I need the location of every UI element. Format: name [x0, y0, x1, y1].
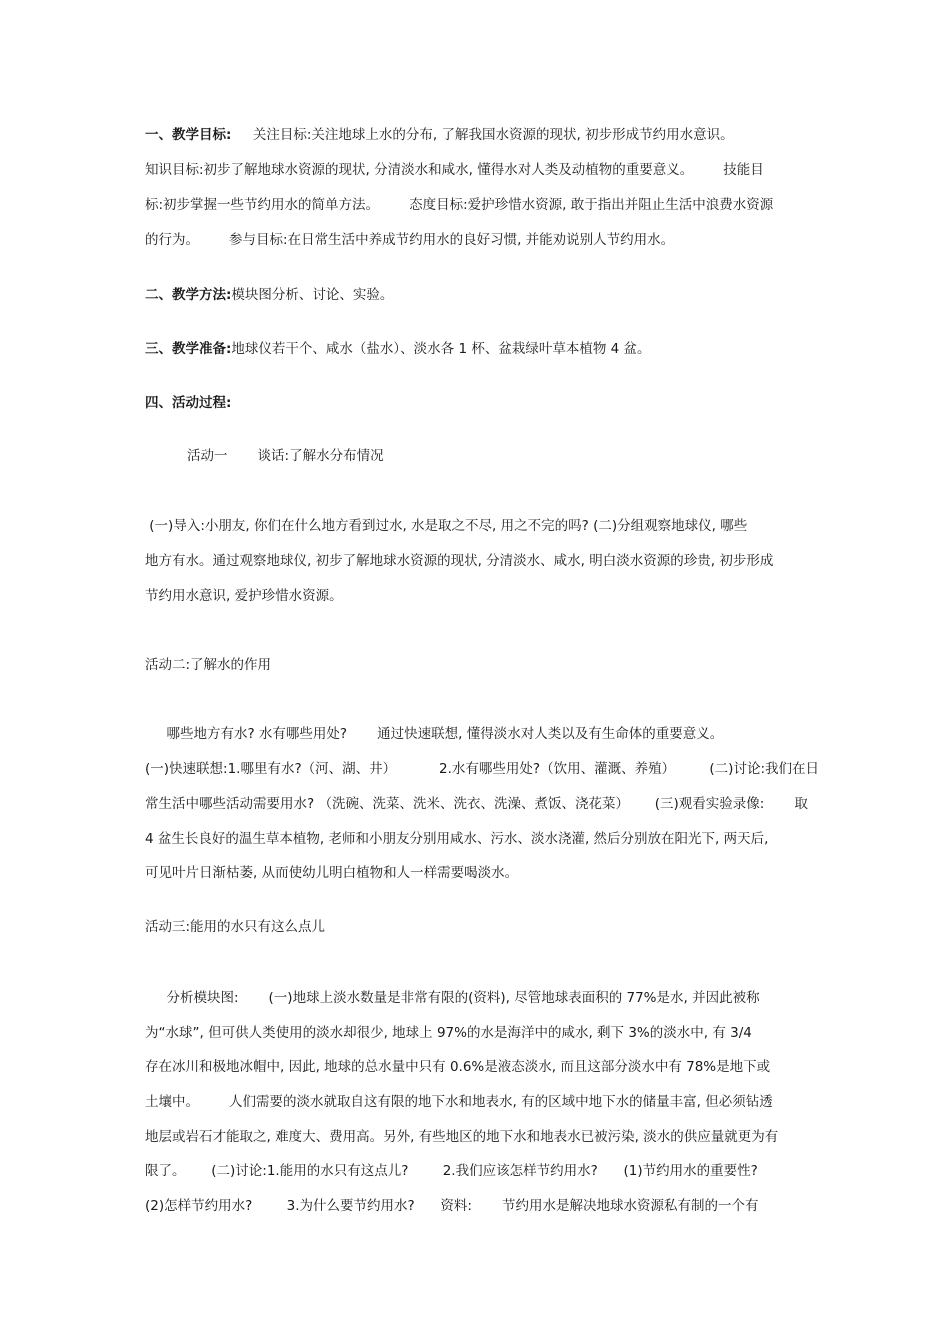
activity-2-line-3: 常生活中哪些活动需要用水? （洗碗、洗菜、洗米、洗衣、洗澡、煮饭、浇花菜） (三)观看实验录像: 取 [145, 796, 808, 812]
activity-3-title: 活动三:能用的水只有这么点儿 [145, 919, 326, 935]
methods-text: 模块图分析、讨论、实验。 [231, 287, 394, 303]
activity-1-line-3: 节约用水意识, 爱护珍惜水资源。 [145, 588, 343, 604]
activity-1-title: 活动一 谈话:了解水分布情况 [187, 448, 384, 464]
section-heading-preparation: 三、教学准备: [145, 341, 232, 357]
activity-2-line-5: 可见叶片日渐枯萎, 从而使幼儿明白植物和人一样需要喝淡水。 [145, 865, 519, 881]
objectives-text-1: 关注目标:关注地球上水的分布, 了解我国水资源的现状, 初步形成节约用水意识。 [231, 127, 734, 143]
activity-3-line-3: 存在冰川和极地冰帽中, 因此, 地球的总水量中只有 0.6%是液态淡水, 而且这部分淡水中有 78%是地下或 [145, 1059, 771, 1075]
objectives-line-4: 的行为。 参与目标:在日常生活中养成节约用水的良好习惯, 并能劝说别人节约用水。 [145, 232, 675, 248]
activity-1-line-1: (一)导入:小朋友, 你们在什么地方看到过水, 水是取之不尽, 用之不完的吗? (二)分组观察地球仪, 哪些 [145, 518, 748, 534]
activity-3-line-5: 地层或岩石才能取之, 难度大、费用高。另外, 有些地区的地下水和地表水已被污染, 淡水的供应量就更为有 [145, 1129, 779, 1145]
preparation-text: 地球仪若干个、咸水（盐水）、淡水各 1 杯、盆栽绿叶草本植物 4 盆。 [231, 341, 651, 357]
activity-2-line-4: 4 盆生长良好的温生草本植物, 老师和小朋友分别用咸水、污水、淡水浇灌, 然后分别放在阳光下, 两天后, [145, 831, 769, 847]
objectives-line-2: 知识目标:初步了解地球水资源的现状, 分清淡水和咸水, 懂得水对人类及动植物的重要意义。 技能目 [145, 162, 764, 178]
objectives-line-1 [145, 126, 734, 144]
activity-3-line-1: 分析模块图: (一)地球上淡水数量是非常有限的(资料), 尽管地球表面积的 77%是水, 并因此被称 [145, 990, 760, 1006]
section-heading-process: 四、活动过程: [145, 395, 232, 411]
activity-3-line-4: 土壤中。 人们需要的淡水就取自这有限的地下水和地表水, 有的区域中地下水的储量丰富, 但必须钻透 [145, 1094, 773, 1110]
activity-3-line-2: 为“水球”, 但可供人类使用的淡水却很少, 地球上 97%的水是海洋中的咸水, 剩下 3%的淡水中, 有 3/4 [145, 1025, 752, 1041]
activity-3-line-7: (2)怎样节约用水? 3.为什么要节约用水? 资料: 节约用水是解决地球水资源私有制的一个有 [145, 1198, 759, 1214]
activity-2-title: 活动二:了解水的作用 [145, 657, 272, 673]
objectives-line-3: 标:初步掌握一些节约用水的简单方法。 态度目标:爱护珍惜水资源, 敢于指出并阻止生活中浪费水资源 [145, 197, 774, 213]
activity-3-line-6: 限了。 (二)讨论:1.能用的水只有这点儿? 2.我们应该怎样节约用水? (1)节约用水的重要性? [145, 1163, 758, 1179]
activity-2-line-1: 哪些地方有水? 水有哪些用处? 通过快速联想, 懂得淡水对人类以及有生命体的重要意义。 [145, 726, 724, 742]
section-heading-objectives: 一、教学目标: [145, 127, 232, 143]
preparation-line [145, 340, 651, 358]
section-heading-methods: 二、教学方法: [145, 287, 232, 303]
activity-1-line-2: 地方有水。通过观察地球仪, 初步了解地球水资源的现状, 分清淡水、咸水, 明白淡水资源的珍贵, 初步形成 [145, 553, 774, 569]
methods-line [145, 286, 393, 304]
activity-2-line-2: (一)快速联想:1.哪里有水?（河、湖、井） 2.水有哪些用处?（饮用、灌溉、养殖） (二)讨论:我们在日 [145, 761, 819, 777]
